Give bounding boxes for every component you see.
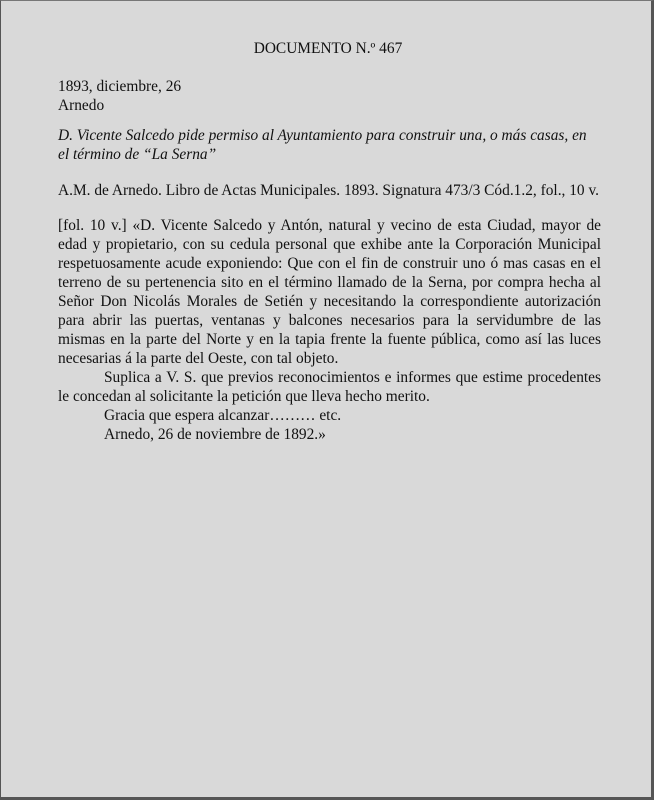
document-place: Arnedo bbox=[58, 97, 105, 114]
document-heading: DOCUMENTO N.º 467 bbox=[253, 40, 403, 57]
transcription-signature: Arnedo, 26 de noviembre de 1892.» bbox=[104, 426, 326, 443]
document-date: 1893, diciembre, 26 bbox=[58, 78, 182, 95]
transcription-paragraph: Suplica a V. S. que previos reconocimientos e informes que estime procedentes le concedan al solicitante la petición que lleva hecho merito. bbox=[58, 369, 601, 405]
archival-source: A.M. de Arnedo. Libro de Actas Municipales. 1893. Signatura 473/3 Cód.1.2, fol., 10 v. bbox=[58, 182, 600, 199]
transcription-paragraph: Gracia que espera alcanzar……… etc. bbox=[104, 407, 342, 424]
date-place-block bbox=[58, 77, 601, 115]
transcription-body bbox=[58, 216, 601, 444]
transcription-paragraph: [fol. 10 v.] «D. Vicente Salcedo y Antón, natural y vecino de esta Ciudad, mayor de edad y propietario, con su cedula personal que exhibe ante la Corporación Municipal respetuosamente acude exponiendo: Que con el fin de construir uno ó mas casas en el terreno de su pertenencia sito en el término llamado de la Serna, por compra hecha al Señor Don Nicolás Morales de Setién y necesitando la correspondiente autorización para abrir las puertas, ventanas y balcones necesarios para la servidumbre de las mismas en la parte del Norte y en la tapia frente la fuente pública, como así las luces necesarias á la parte del Oeste, con tal objeto. bbox=[58, 217, 601, 367]
document-summary: D. Vicente Salcedo pide permiso al Ayuntamiento para construir una, o más casas, en el término de “La Serna” bbox=[58, 127, 587, 163]
